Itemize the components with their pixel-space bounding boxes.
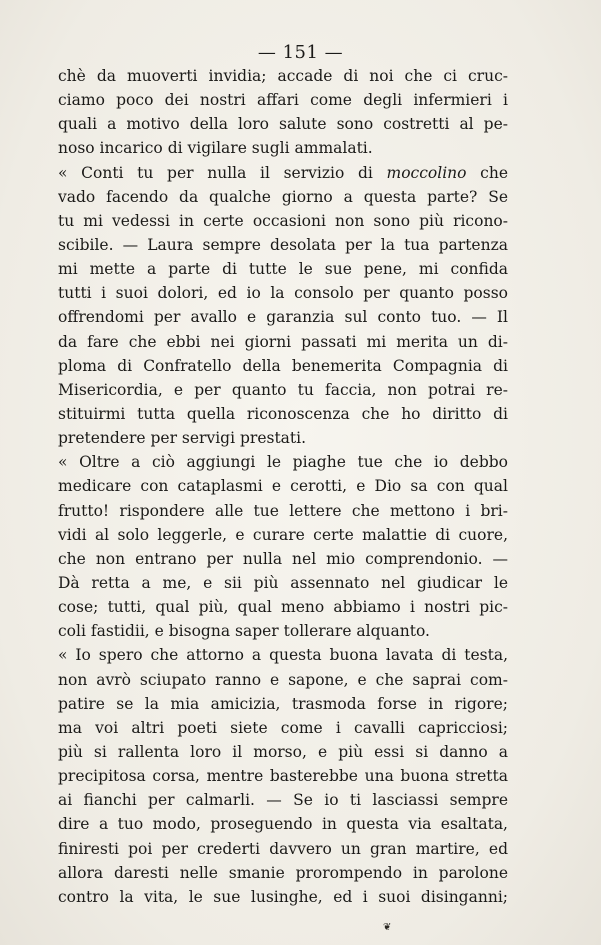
text-line: precipitosa corsa, mentre basterebbe una buona stretta <box>58 767 508 786</box>
text-line: « Oltre a ciò aggiungi le piaghe tue che io debbo <box>58 453 508 472</box>
italic-term: moccolino <box>386 163 467 182</box>
text-line: ciamo poco dei nostri affari come degli infermieri i <box>58 91 508 110</box>
text-line: pretendere per servigi prestati. <box>58 429 307 448</box>
text-line: chè da muoverti invidia; accade di noi che ci cruc- <box>58 67 508 85</box>
page-number: — 151 — <box>257 42 344 63</box>
printer-ornament: ❦ <box>383 922 391 933</box>
text-line: ploma di Confratello della benemerita Compagnia di <box>58 356 508 375</box>
text-line: più si rallenta loro il morso, e più essi si danno a <box>58 742 508 761</box>
text-line-segment: che <box>466 163 508 182</box>
text-line: patire se la mia amicizia, trasmoda forse in rigore; <box>58 694 508 713</box>
text-line: coli fastidii, e bisogna saper tollerare alquanto. <box>58 622 430 641</box>
text-line: tutti i suoi dolori, ed io la consolo per quanto posso <box>58 284 508 303</box>
text-line: scibile. — Laura sempre desolata per la tua partenza <box>58 235 508 254</box>
text-line: da fare che ebbi nei giorni passati mi merita un di- <box>58 332 508 351</box>
text-line: tu mi vedessi in certe occasioni non sono più ricono- <box>58 211 508 230</box>
text-line: quali a motivo della loro salute sono costretti al pe- <box>58 115 508 134</box>
text-line: Misericordia, e per quanto tu faccia, non potrai re- <box>58 380 508 399</box>
text-line: allora daresti nelle smanie prorompendo in parolone <box>58 863 508 882</box>
text-line <box>58 161 508 185</box>
text-line: noso incarico di vigilare sugli ammalati. <box>58 139 373 158</box>
text-line-segment: « Conti tu per nulla il servizio di <box>58 163 387 182</box>
text-line: contro la vita, le sue lusinghe, ed i suoi disinganni; <box>58 887 508 906</box>
text-line: « Io spero che attorno a questa buona lavata di testa, <box>58 646 508 665</box>
text-line: vidi al solo leggerle, e curare certe malattie di cuore, <box>58 525 508 544</box>
text-line: ma voi altri poeti siete come i cavalli capricciosi; <box>58 718 508 737</box>
text-line: cose; tutti, qual più, qual meno abbiamo i nostri pic- <box>58 598 508 617</box>
text-line: ai fianchi per calmarli. — Se io ti lasciassi sempre <box>58 791 508 810</box>
text-line: stituirmi tutta quella riconoscenza che ho diritto di <box>58 404 508 423</box>
text-line: Dà retta a me, e sii più assennato nel giudicar le <box>58 573 508 592</box>
body-text <box>58 64 508 909</box>
text-line: mi mette a parte di tutte le sue pene, mi confida <box>58 260 508 279</box>
text-line: finiresti poi per crederti davvero un gran martire, ed <box>58 839 508 858</box>
text-line: non avrò sciupato ranno e sapone, e che saprai com- <box>58 670 508 689</box>
text-line: vado facendo da qualche giorno a questa parte? Se <box>58 187 508 206</box>
text-line: che non entrano per nulla nel mio comprendonio. — <box>58 549 508 568</box>
text-line: medicare con cataplasmi e cerotti, e Dio sa con qual <box>58 477 508 496</box>
text-line: offrendomi per avallo e garanzia sul conto tuo. — Il <box>58 308 508 327</box>
text-line: frutto! rispondere alle tue lettere che mettono i bri- <box>58 501 508 520</box>
text-line: dire a tuo modo, proseguendo in questa via esaltata, <box>58 815 508 834</box>
